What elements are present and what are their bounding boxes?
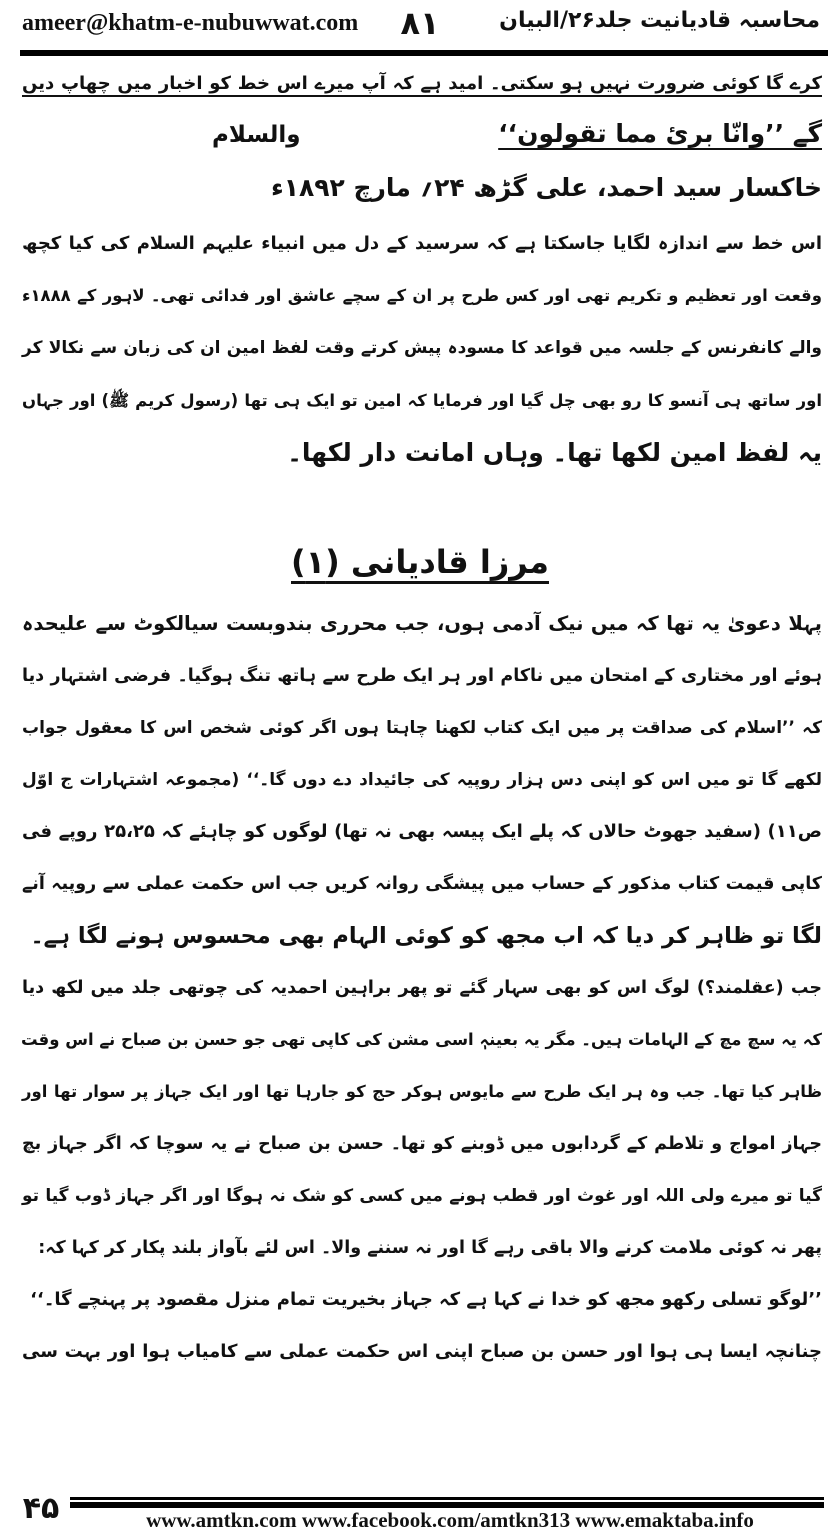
section-heading: مرزا قادیانی (۱) bbox=[291, 543, 549, 581]
text-line: ہوئے اور مختاری کے امتحان میں ناکام اور ہر ایک طرح سے ہاتھ تنگ ہوگیا۔ فرضی اشتہار دیا bbox=[22, 666, 822, 686]
text-line: چنانچہ ایسا ہی ہوا اور حسن بن صباح اپنی اس حکمت عملی سے کامیاب ہوا اور بہت سی bbox=[22, 1341, 822, 1362]
text-line: جب (عقلمند؟) لوگ اس کو بھی سہار گئے تو پھر براہین احمدیہ کی چوتھی جلد میں لکھ دیا bbox=[22, 978, 822, 998]
header-page-number: ٨١ bbox=[400, 4, 440, 42]
footer-links: www.amtkn.com www.facebook.com/amtkn313 www.emaktaba.info bbox=[146, 1508, 754, 1532]
header-book-title: محاسبہ قادیانیت جلد۲۶/البیان bbox=[499, 8, 820, 33]
quoted-line: ’’لوگو تسلی رکھو مجھ کو خدا نے کہا ہے کہ جہاز بخیریت تمام منزل مقصود پر پہنچے گا۔‘‘ bbox=[30, 1289, 822, 1310]
text-line: یہ لفظ امین لکھا تھا۔ وہاں امانت دار لکھا۔ bbox=[287, 438, 822, 467]
closing-salutation: والسلام bbox=[212, 122, 301, 148]
signature-line: خاکسار سید احمد، علی گڑھ ۲۴؍ مارچ ۱۸۹۲ء bbox=[270, 173, 822, 202]
text-line: لگا تو ظاہر کر دیا کہ اب مجھ کو کوئی الہام بھی محسوس ہونے لگا ہے۔ bbox=[30, 923, 822, 949]
text-line: وقعت اور تعظیم و تکریم تھی اور کس طرح پر ان کے سچے عاشق اور فدائی تھی۔ لاہور کے ۱۸۸۸ء bbox=[22, 286, 822, 305]
text-line: والے کانفرنس کے جلسہ میں قواعد کا مسودہ پیش کرتے وقت لفظ امین ان کی زبان سے نکالا کر bbox=[22, 338, 822, 358]
text-line: گے ’’وانّا بریٔ مما تقولون‘‘ bbox=[498, 119, 822, 148]
footer-rule bbox=[70, 1497, 824, 1500]
footer-page-number: ۴۵ bbox=[22, 1491, 60, 1526]
text-line: اس خط سے اندازہ لگایا جاسکتا ہے کہ سرسید کے دل میں انبیاء علیہم السلام کی کیا کچھ bbox=[22, 233, 822, 254]
header-rule bbox=[20, 50, 828, 56]
header-email: ameer@khatm-e-nubuwwat.com bbox=[22, 10, 359, 36]
text-line: کرے گا کوئی ضرورت نہیں ہو سکتی۔ امید ہے کہ آپ میرے اس خط کو اخبار میں چھاپ دیں bbox=[22, 73, 822, 94]
text-line: جہاز امواج و تلاطم کے گردابوں میں ڈوبنے کو تھا۔ حسن بن صباح نے یہ سوچا کہ اگر جہاز بچ bbox=[22, 1134, 822, 1154]
text-line: کاپی قیمت کتاب مذکور کے حساب میں پیشگی روانہ کریں جب اس حکمت عملی سے روپیہ آنے bbox=[22, 874, 822, 894]
text-line: گیا تو میرے ولی اللہ اور غوث اور قطب ہونے میں کسی کو شک نہ ہوگا اور اگر جہاز ڈوب گیا تو bbox=[22, 1186, 822, 1206]
text-line: لکھے گا تو میں اس کو اپنی دس ہزار روپیہ کی جائیداد دے دوں گا۔‘‘ (مجموعہ اشتہارات ج اوّل bbox=[22, 770, 822, 790]
text-line: کہ ’’اسلام کی صداقت پر میں ایک کتاب لکھنا چاہتا ہوں اگر کوئی شخص اس کا معقول جواب bbox=[22, 718, 822, 738]
text-line: ص۱۱) (سفید جھوٹ حالاں کہ پلے ایک پیسہ بھی نہ تھا) لوگوں کو چاہئے کہ ۲۵،۲۵ روپے فی bbox=[22, 821, 822, 842]
page-header bbox=[0, 0, 840, 48]
text-line: کہ یہ سچ مچ کے الہامات ہیں۔ مگر یہ بعینہٖ اسی مشن کی کاپی تھی جو حسن بن صباح نے اس وقت bbox=[20, 1030, 822, 1049]
text-line: اور ساتھ ہی آنسو کا رو بھی چل گیا اور فرمایا کہ امین تو ایک ہی تھا (رسول کریم ﷺ) اور جہاں bbox=[22, 391, 822, 410]
text-line: پہلا دعویٰ یہ تھا کہ میں نیک آدمی ہوں، جب محرری بندوبست سیالکوٹ سے علیحدہ bbox=[22, 612, 822, 635]
text-line: ظاہر کیا تھا۔ جب وہ ہر ایک طرح سے مایوس ہوکر حج کو جارہا تھا اور ایک جہاز پر سوار تھا اور bbox=[22, 1082, 822, 1101]
text-line: پھر نہ کوئی ملامت کرنے والا باقی رہے گا اور نہ سننے والا۔ اس لئے بآواز بلند پکار کر کہا کہ: bbox=[38, 1238, 822, 1258]
